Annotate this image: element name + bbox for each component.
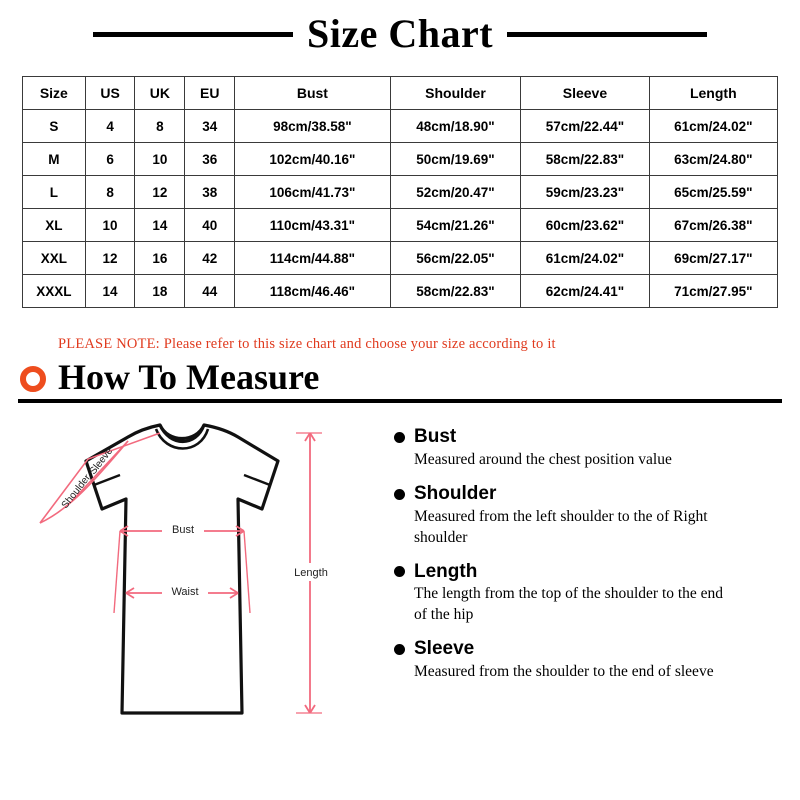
cell-bust: 118cm/46.46" bbox=[235, 275, 391, 308]
cell-size: XXXL bbox=[23, 275, 86, 308]
ring-bullet-icon bbox=[20, 366, 46, 392]
column-header: UK bbox=[135, 77, 185, 110]
definitions-list bbox=[386, 413, 790, 733]
label-shoulder: Shoulder bbox=[59, 472, 94, 511]
cell-us: 6 bbox=[85, 143, 135, 176]
definition-description: Measured around the chest position value bbox=[414, 450, 672, 468]
cell-sleeve: 59cm/23.23" bbox=[521, 176, 649, 209]
please-note-text: PLEASE NOTE: Please refer to this size chart and choose your size according to it bbox=[58, 336, 556, 352]
size-table bbox=[22, 76, 778, 308]
cell-bust: 98cm/38.58" bbox=[235, 110, 391, 143]
cell-length: 65cm/25.59" bbox=[649, 176, 777, 209]
cell-uk: 18 bbox=[135, 275, 185, 308]
bullet-dot-icon bbox=[394, 644, 405, 655]
cell-us: 14 bbox=[85, 275, 135, 308]
column-header: Bust bbox=[235, 77, 391, 110]
cell-shoulder: 52cm/20.47" bbox=[390, 176, 521, 209]
definition-term: Sleeve bbox=[414, 638, 475, 660]
definition-shoulder bbox=[394, 484, 790, 549]
cell-shoulder: 56cm/22.05" bbox=[390, 242, 521, 275]
column-header: Shoulder bbox=[390, 77, 521, 110]
cell-size: S bbox=[23, 110, 86, 143]
cell-us: 12 bbox=[85, 242, 135, 275]
cell-length: 63cm/24.80" bbox=[649, 143, 777, 176]
cell-shoulder: 58cm/22.83" bbox=[390, 275, 521, 308]
shoulder-sleeve-guides bbox=[40, 433, 160, 523]
cell-bust: 114cm/44.88" bbox=[235, 242, 391, 275]
cell-length: 69cm/27.17" bbox=[649, 242, 777, 275]
cell-us: 4 bbox=[85, 110, 135, 143]
definition-sleeve bbox=[394, 639, 790, 683]
how-to-measure-heading: How To Measure bbox=[58, 357, 320, 397]
table-row bbox=[23, 110, 778, 143]
label-waist: Waist bbox=[171, 586, 199, 598]
cell-shoulder: 48cm/18.90" bbox=[390, 110, 521, 143]
column-header: US bbox=[85, 77, 135, 110]
cell-bust: 106cm/41.73" bbox=[235, 176, 391, 209]
column-header: Size bbox=[23, 77, 86, 110]
cell-sleeve: 61cm/24.02" bbox=[521, 242, 649, 275]
cell-bust: 102cm/40.16" bbox=[235, 143, 391, 176]
how-to-measure-heading-row bbox=[0, 353, 800, 395]
table-row bbox=[23, 143, 778, 176]
cell-bust: 110cm/43.31" bbox=[235, 209, 391, 242]
measure-section bbox=[0, 403, 800, 733]
cell-uk: 8 bbox=[135, 110, 185, 143]
size-table-wrap bbox=[0, 54, 800, 308]
cell-size: XL bbox=[23, 209, 86, 242]
label-bust: Bust bbox=[171, 524, 195, 536]
title-rule-left bbox=[93, 32, 293, 37]
cell-shoulder: 50cm/19.69" bbox=[390, 143, 521, 176]
definition-term: Shoulder bbox=[414, 482, 497, 504]
label-length: Length bbox=[294, 567, 328, 579]
cell-size: M bbox=[23, 143, 86, 176]
bust-measure-line bbox=[114, 526, 250, 613]
definition-length bbox=[394, 562, 790, 627]
page-title-row bbox=[0, 0, 800, 54]
definition-description: The length from the top of the shoulder to the end of the hip bbox=[414, 585, 724, 624]
cell-us: 10 bbox=[85, 209, 135, 242]
page-title: Size Chart bbox=[306, 11, 494, 56]
cell-length: 71cm/27.95" bbox=[649, 275, 777, 308]
cell-sleeve: 62cm/24.41" bbox=[521, 275, 649, 308]
definition-bust bbox=[394, 427, 790, 471]
bullet-dot-icon bbox=[394, 432, 405, 443]
table-header-row bbox=[23, 77, 778, 110]
bullet-dot-icon bbox=[394, 566, 405, 577]
cell-sleeve: 60cm/23.62" bbox=[521, 209, 649, 242]
cell-eu: 42 bbox=[185, 242, 235, 275]
cell-eu: 38 bbox=[185, 176, 235, 209]
table-row bbox=[23, 275, 778, 308]
table-row bbox=[23, 242, 778, 275]
cell-sleeve: 58cm/22.83" bbox=[521, 143, 649, 176]
cell-eu: 34 bbox=[185, 110, 235, 143]
column-header: EU bbox=[185, 77, 235, 110]
cell-sleeve: 57cm/22.44" bbox=[521, 110, 649, 143]
cell-length: 61cm/24.02" bbox=[649, 110, 777, 143]
table-row bbox=[23, 176, 778, 209]
label-sleeve: Sleeve bbox=[87, 445, 116, 477]
cell-size: L bbox=[23, 176, 86, 209]
cell-uk: 14 bbox=[135, 209, 185, 242]
cell-size: XXL bbox=[23, 242, 86, 275]
cell-eu: 36 bbox=[185, 143, 235, 176]
cell-eu: 40 bbox=[185, 209, 235, 242]
column-header: Sleeve bbox=[521, 77, 649, 110]
tshirt-diagram bbox=[10, 413, 380, 733]
table-row bbox=[23, 209, 778, 242]
definition-description: Measured from the left shoulder to the of Right shoulder bbox=[414, 507, 708, 546]
tshirt-svg bbox=[10, 413, 380, 733]
definition-term: Length bbox=[414, 560, 478, 582]
column-header: Length bbox=[649, 77, 777, 110]
title-rule-right bbox=[507, 32, 707, 37]
bullet-dot-icon bbox=[394, 489, 405, 500]
cell-uk: 16 bbox=[135, 242, 185, 275]
cell-length: 67cm/26.38" bbox=[649, 209, 777, 242]
cell-uk: 12 bbox=[135, 176, 185, 209]
cell-eu: 44 bbox=[185, 275, 235, 308]
cell-uk: 10 bbox=[135, 143, 185, 176]
tshirt-outline bbox=[86, 425, 278, 713]
definition-description: Measured from the shoulder to the end of sleeve bbox=[414, 663, 714, 681]
cell-shoulder: 54cm/21.26" bbox=[390, 209, 521, 242]
cell-us: 8 bbox=[85, 176, 135, 209]
definition-term: Bust bbox=[414, 426, 457, 447]
